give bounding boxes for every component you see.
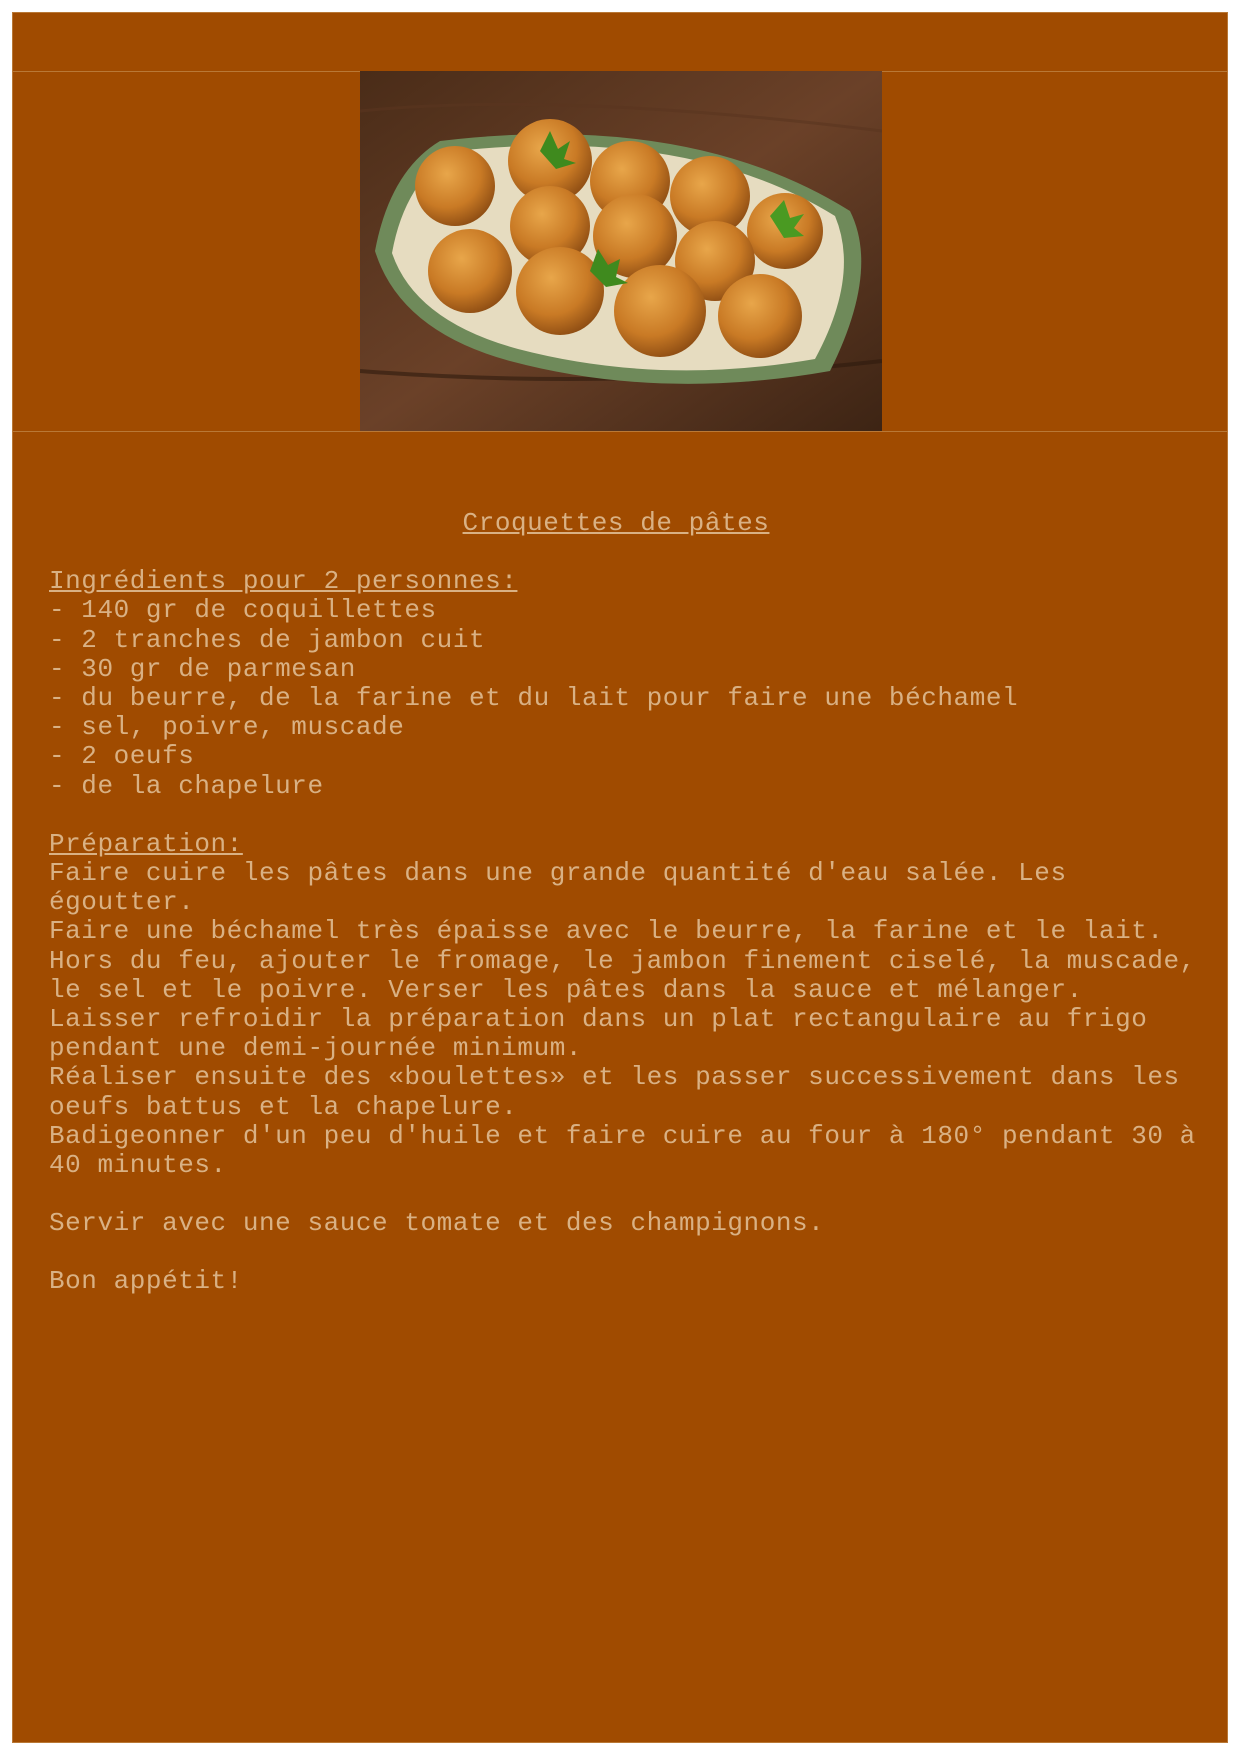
ingredient-item: - 140 gr de coquillettes [49,595,437,626]
recipe-text [49,509,1219,1297]
ingredients-heading: Ingrédients pour 2 personnes: [49,566,518,597]
serving-note: Servir avec une sauce tomate et des champignons. [49,1208,825,1239]
recipe-title: Croquettes de pâtes [462,508,770,538]
croquettes-photo [360,71,882,431]
preparation-step: Faire une béchamel très épaisse avec le beurre, la farine et le lait. [49,916,1164,947]
ingredient-item: - 30 gr de parmesan [49,653,356,684]
ingredient-item: - de la chapelure [49,770,324,801]
ingredient-item: - 2 oeufs [49,741,195,772]
preparation-step: Faire cuire les pâtes dans une grande quantité d'eau salée. Les égoutter. [49,858,1083,918]
ingredient-item: - sel, poivre, muscade [49,712,405,743]
ingredients-section [49,567,1219,801]
recipe-page [12,12,1228,1743]
preparation-step: Badigeonner d'un peu d'huile et faire cuire au four à 180° pendant 30 à 40 minutes. [49,1120,1212,1181]
photo-band [13,71,1227,432]
ingredient-item: - du beurre, de la farine et du lait pour faire une béchamel [49,683,1019,714]
preparation-step: Réaliser ensuite des «boulettes» et les passer successivement dans les oeufs battus et la chapelure. [49,1062,1196,1122]
preparation-step: Hors du feu, ajouter le fromage, le jambon finement ciselé, la muscade, le sel et le poivre. Verser les pâtes dans la sauce et mélanger. [49,945,1212,1005]
preparation-step: Laisser refroidir la préparation dans un plat rectangulaire au frigo pendant une demi-journée minimum. [49,1004,1164,1064]
ingredient-item: - 2 tranches de jambon cuit [49,624,486,655]
preparation-heading: Préparation: [49,828,243,859]
closing-note: Bon appétit! [49,1266,243,1297]
preparation-section [49,830,1219,1180]
header-band [13,13,1227,72]
